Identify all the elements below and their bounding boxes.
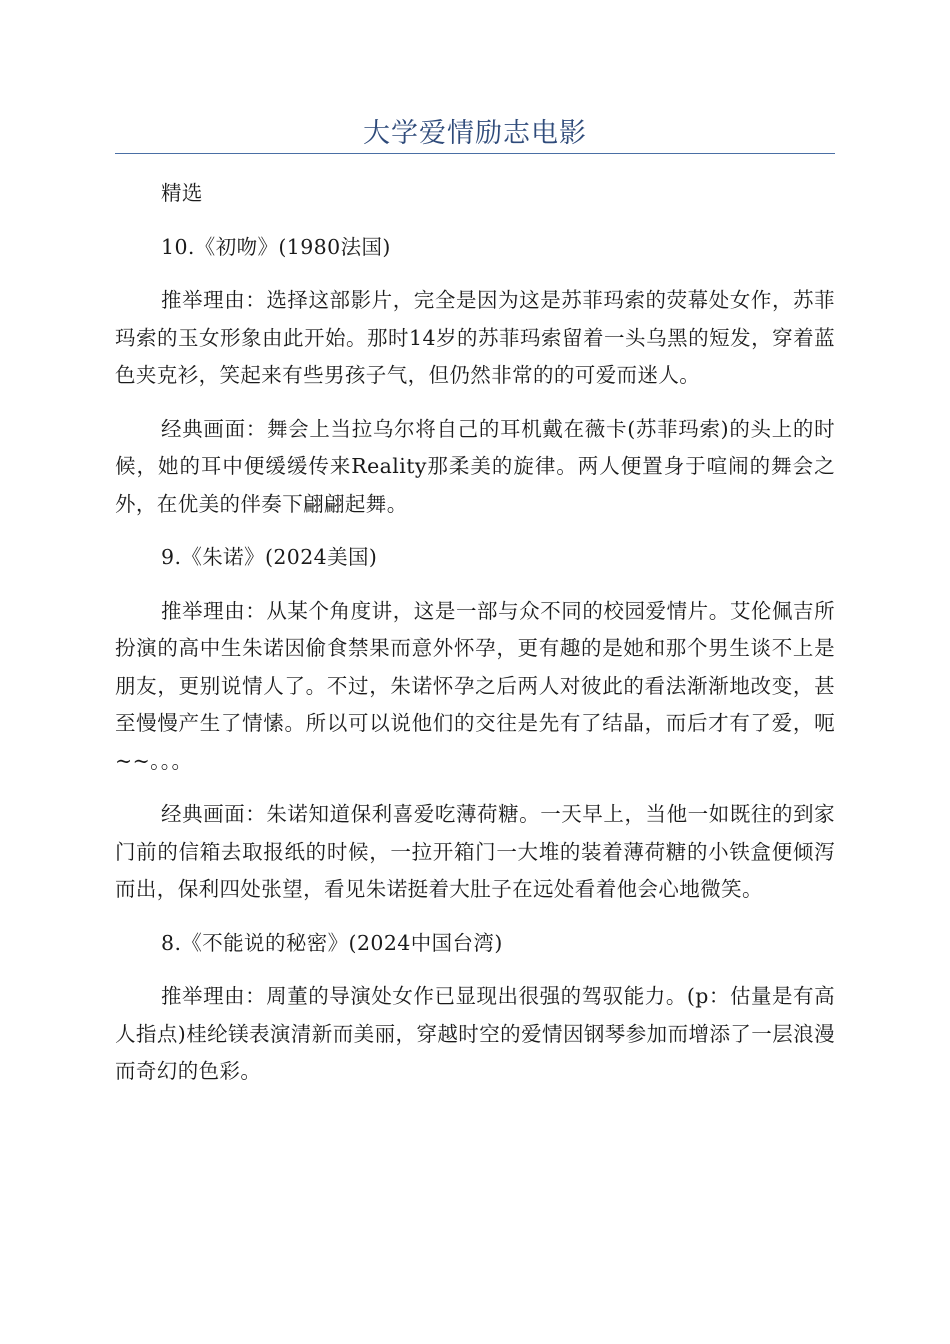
- paragraph-movie-10-scene: 经典画面：舞会上当拉乌尔将自己的耳机戴在薇卡(苏菲玛索)的头上的时候，她的耳中便缓缓传来Reality那柔美的旋律。两人便置身于喧闹的舞会之外，在优美的伴奏下翩翩起舞。: [115, 416, 835, 516]
- heading-movie-8: 8.《不能说的秘密》(2024中国台湾): [161, 930, 503, 955]
- title-underline: [115, 153, 835, 154]
- paragraph-movie-10-reason: 推举理由：选择这部影片，完全是因为这是苏菲玛索的荧幕处女作，苏菲玛索的玉女形象由此开始。那时14岁的苏菲玛索留着一头乌黑的短发，穿着蓝色夹克衫，笑起来有些男孩子气，但仍然非常的的可爱而迷人。: [115, 288, 835, 387]
- paragraph-intro: 精选: [161, 181, 203, 205]
- paragraph-movie-8-reason: 推举理由：周董的导演处女作已显现出很强的驾驭能力。(p：估量是有高人指点)桂纶镁表演清新而美丽，穿越时空的爱情因钢琴参加而增添了一层浪漫而奇幻的色彩。: [115, 984, 835, 1083]
- paragraph-movie-9-scene: 经典画面：朱诺知道保利喜爱吃薄荷糖。一天早上，当他一如既往的到家门前的信箱去取报纸的时候，一拉开箱门一大堆的装着薄荷糖的小铁盒便倾泻而出，保利四处张望，看见朱诺挺着大肚子在远处看着他会心地微笑。: [115, 802, 835, 901]
- heading-movie-9: 9.《朱诺》(2024美国): [161, 545, 378, 569]
- paragraph-movie-9-reason: 推举理由：从某个角度讲，这是一部与众不同的校园爱情片。艾伦佩吉所扮演的高中生朱诺因偷食禁果而意外怀孕，更有趣的是她和那个男生谈不上是朋友，更别说情人了。不过，朱诺怀孕之后两人对彼此的看法渐渐地改变，甚至慢慢产生了情愫。所以可以说他们的交往是先有了结晶，而后才有了爱，呃~~。。。: [115, 598, 835, 773]
- document-body: [115, 175, 835, 1107]
- document-title: 大学爱情励志电影: [363, 118, 587, 149]
- heading-movie-10: 10.《初吻》(1980法国): [161, 234, 391, 259]
